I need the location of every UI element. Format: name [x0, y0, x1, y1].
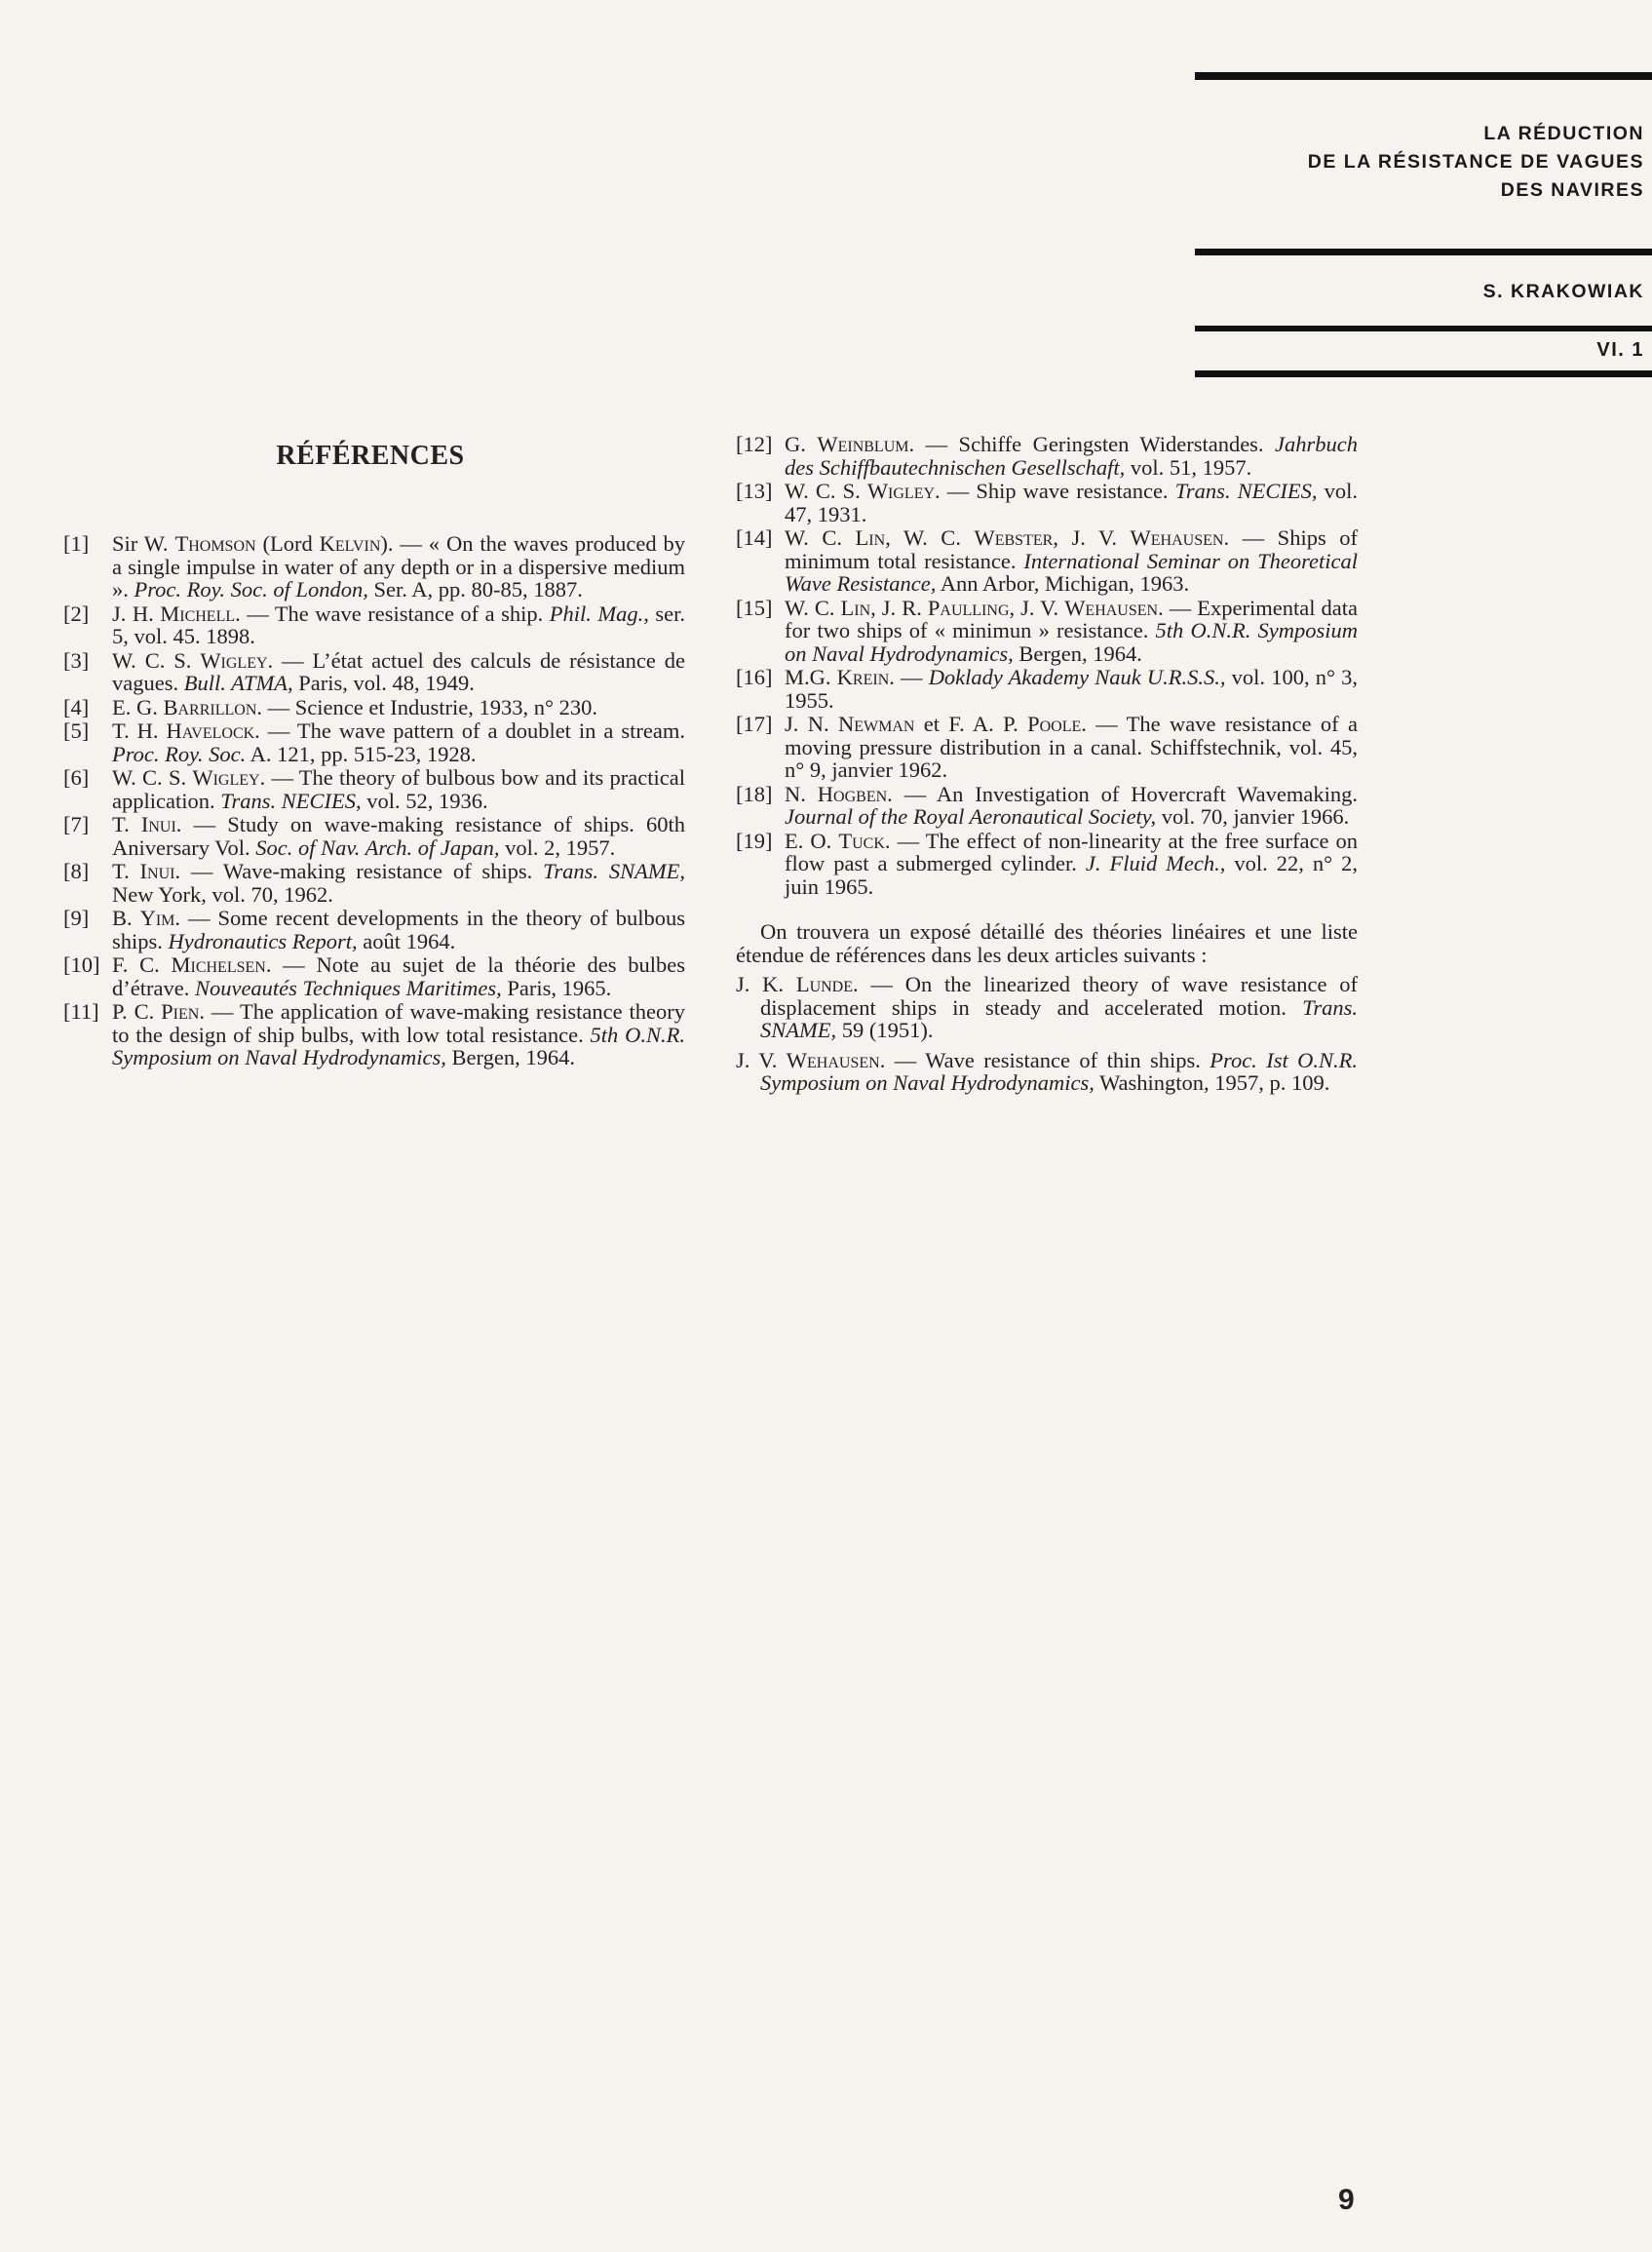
- author-name: Lunde: [795, 972, 854, 996]
- page-number: 9: [1338, 2184, 1355, 2216]
- reference-text: ser. 5, vol. 45. 1898.: [112, 601, 685, 648]
- reference-text: . — The effect of non-linearity at the free surface on flow past a submerged cylinder.: [785, 828, 1358, 875]
- reference-text: vol. 47, 1931.: [785, 479, 1358, 526]
- header-rule-2: [1195, 249, 1652, 255]
- publication-title: Journal of the Royal Aeronautical Society,: [785, 804, 1157, 829]
- reference-number: [8]: [63, 859, 90, 883]
- publication-title: Hydronautics Report,: [168, 928, 358, 953]
- reference-text: Ser. A, pp. 80-85, 1887.: [367, 577, 583, 602]
- publication-title: Bull. ATMA,: [183, 671, 293, 695]
- publication-title: Phil. Mag.,: [549, 601, 649, 626]
- reference-text: . — Study on wave-making resistance of ships. 60th Aniversary Vol.: [112, 812, 685, 860]
- reference-item: [736, 783, 1358, 829]
- reference-text: F. C.: [112, 952, 172, 977]
- reference-text: vol. 22, n° 2, juin 1965.: [785, 851, 1358, 899]
- reference-text: . — The theory of bulbous bow and its practical application.: [112, 765, 685, 813]
- publication-title: Soc. of Nav. Arch. of Japan,: [255, 835, 500, 860]
- publication-title: 5th O.N.R. Symposium on Naval Hydrodynamics,: [112, 1022, 685, 1069]
- reference-text: M.G.: [785, 665, 837, 689]
- author-name: Wehausen: [1130, 525, 1224, 550]
- publication-title: Trans. NECIES,: [220, 788, 362, 813]
- publication-title: Trans. SNAME,: [760, 994, 1358, 1042]
- author-name: Kelvin: [319, 531, 381, 556]
- reference-text: , J. V.: [1009, 595, 1065, 620]
- reference-number: [7]: [63, 812, 90, 836]
- author-name: Pien: [161, 999, 200, 1024]
- author-name: Thomson: [174, 531, 256, 556]
- extra-references-list: [736, 973, 1358, 1095]
- reference-number: [17]: [736, 712, 773, 736]
- reference-item: [63, 1000, 685, 1069]
- reference-text: août 1964.: [357, 928, 456, 953]
- author-name: Yim: [139, 906, 175, 930]
- reference-text: W. C. S.: [112, 647, 201, 673]
- publication-title: Proc. Roy. Soc.: [112, 741, 247, 766]
- article-author: S. KRAKOWIAK: [1482, 281, 1644, 302]
- author-name: Weinblum: [817, 432, 909, 456]
- reference-number: [3]: [63, 647, 90, 673]
- reference-number: [4]: [63, 694, 90, 719]
- author-name: Lin: [855, 525, 886, 550]
- reference-item: [736, 713, 1358, 782]
- reference-text: J. V.: [736, 1047, 787, 1072]
- author-name: Poole: [1027, 712, 1082, 736]
- reference-text: , W. C.: [885, 525, 975, 550]
- reference-number: [1]: [63, 531, 90, 556]
- article-title-line: LA RÉDUCTION: [1483, 123, 1644, 144]
- author-name: Michelsen: [171, 952, 266, 977]
- reference-text: A. 121, pp. 515-23, 1928.: [246, 741, 477, 766]
- reference-text: vol. 51, 1957.: [1125, 454, 1252, 480]
- reference-text: W. C.: [785, 595, 841, 620]
- reference-text: . — Experimental data for two ships of « minimun » resistance.: [785, 595, 1358, 642]
- author-name: Inui: [139, 859, 175, 883]
- author-name: Newman: [837, 712, 915, 736]
- reference-number: [18]: [736, 781, 773, 806]
- reference-text: . — On the linearized theory of wave resistance of displacement ships in steady and accelerated motion.: [760, 972, 1358, 1020]
- reference-text: W. C. S.: [785, 479, 867, 503]
- reference-item: [736, 597, 1358, 666]
- author-name: Tuck: [838, 828, 885, 853]
- extra-reference-item: [736, 973, 1358, 1042]
- reference-item: [736, 480, 1358, 525]
- section-number: VI. 1: [1596, 339, 1644, 361]
- reference-item: [63, 602, 685, 648]
- reference-text: W. C. S.: [112, 765, 193, 790]
- reference-text: B.: [112, 906, 140, 930]
- reference-text: . — The wave resistance of a moving pressure distribution in a canal. Schiffstechnik, vol. 45, n° 9, janvier 1962.: [785, 712, 1358, 782]
- reference-item: [736, 830, 1358, 899]
- reference-number: [11]: [63, 999, 99, 1024]
- publication-title: Jahrbuch des Schiffbautechnischen Gesellschaft,: [785, 432, 1359, 480]
- reference-text: ). — « On the waves produced by a single impulse in water of any depth or in a dispersive medium ».: [112, 531, 685, 602]
- reference-text: Bergen, 1964.: [445, 1045, 575, 1069]
- reference-item: [63, 860, 685, 906]
- reference-item: [736, 433, 1358, 479]
- author-name: Wigley: [866, 479, 936, 503]
- article-title-line: DES NAVIRES: [1500, 179, 1644, 201]
- reference-text: J. N.: [785, 712, 838, 736]
- reference-text: N.: [785, 781, 818, 806]
- reference-number: [13]: [736, 479, 773, 503]
- reference-text: , J. V.: [1053, 525, 1131, 550]
- reference-text: Paris, 1965.: [501, 975, 612, 1000]
- reference-text: Ann Arbor, Michigan, 1963.: [936, 571, 1190, 596]
- reference-number: [2]: [63, 601, 90, 626]
- reference-text: . — The wave resistance of a ship.: [235, 601, 550, 626]
- further-reading-note: On trouvera un exposé détaillé des théories linéaires et une liste étendue de références dans les deux articles suivants :: [736, 919, 1358, 967]
- publication-title: Trans. NECIES,: [1174, 479, 1318, 503]
- reference-text: Sir W.: [112, 531, 175, 556]
- reference-number: [19]: [736, 828, 773, 853]
- reference-text: et F. A. P.: [914, 712, 1028, 736]
- reference-text: New York, vol. 70, 1962.: [112, 881, 333, 907]
- publication-title: International Seminar on Theoretical Wave Resistance,: [785, 548, 1358, 596]
- reference-text: T.: [112, 812, 141, 836]
- publication-title: Doklady Akademy Nauk U.R.S.S.,: [928, 665, 1226, 689]
- reference-text: , J. R.: [870, 595, 928, 620]
- reference-item: [63, 953, 685, 999]
- reference-item: [63, 649, 685, 695]
- author-name: Wigley: [200, 647, 268, 673]
- author-name: Krein: [836, 665, 890, 689]
- reference-text: Paris, vol. 48, 1949.: [292, 671, 475, 695]
- reference-number: [15]: [736, 595, 773, 620]
- reference-text: . — Some recent developments in the theory of bulbous ships.: [112, 906, 685, 953]
- reference-text: . — Ship wave resistance.: [935, 479, 1175, 503]
- author-name: Lin: [840, 595, 871, 620]
- reference-number: [14]: [736, 525, 773, 550]
- reference-text: E. O.: [785, 828, 839, 853]
- references-list-right: [736, 433, 1358, 898]
- reference-text: Bergen, 1964.: [1013, 641, 1142, 666]
- publication-title: 5th O.N.R. Symposium on Naval Hydrodynamics,: [785, 618, 1358, 666]
- reference-text: . — Schiffe Geringsten Widerstandes.: [908, 432, 1276, 456]
- reference-text: P. C.: [112, 999, 162, 1024]
- author-name: Webster: [974, 525, 1054, 550]
- reference-text: . — L’état actuel des calculs de résistance de vagues.: [112, 647, 685, 695]
- references-column-right: [736, 433, 1358, 1095]
- reference-text: . — An Investigation of Hovercraft Wavemaking.: [887, 781, 1359, 806]
- reference-item: [63, 696, 685, 719]
- reference-text: . — Science et Industrie, 1933, n° 230.: [256, 694, 597, 719]
- publication-title: Trans. SNAME,: [543, 859, 685, 883]
- reference-item: [736, 666, 1358, 712]
- reference-text: . — Wave resistance of thin ships.: [879, 1047, 1210, 1072]
- publication-title: Proc. Ist O.N.R. Symposium on Naval Hydrodynamics,: [760, 1047, 1359, 1095]
- reference-text: T. H.: [112, 718, 167, 743]
- reference-item: [63, 766, 685, 812]
- reference-text: J. H.: [112, 601, 161, 626]
- reference-text: vol. 70, janvier 1966.: [1156, 804, 1350, 829]
- publication-title: J. Fluid Mech.,: [1085, 851, 1226, 875]
- author-name: Inui: [140, 812, 176, 836]
- references-column-left: [63, 532, 685, 1070]
- reference-number: [5]: [63, 718, 90, 743]
- reference-item: [63, 907, 685, 952]
- reference-item: [63, 532, 685, 602]
- reference-text: . —: [889, 665, 929, 689]
- reference-item: [63, 719, 685, 765]
- reference-number: [9]: [63, 906, 90, 930]
- reference-text: W. C.: [785, 525, 856, 550]
- author-name: Hogben: [817, 781, 888, 806]
- header-rule-3: [1195, 326, 1652, 331]
- reference-number: [16]: [736, 665, 773, 689]
- author-name: Michell: [160, 601, 236, 626]
- reference-number: [6]: [63, 765, 90, 790]
- author-name: Barrillon: [163, 694, 257, 719]
- reference-text: J. K.: [736, 972, 796, 996]
- author-name: Wehausen: [786, 1047, 880, 1072]
- extra-reference-item: [736, 1049, 1358, 1095]
- reference-text: . — The wave pattern of a doublet in a stream.: [254, 718, 685, 743]
- header-rule-1: [1195, 72, 1652, 80]
- reference-item: [63, 813, 685, 859]
- reference-text: . — Wave-making resistance of ships.: [174, 859, 544, 883]
- reference-text: E. G.: [112, 694, 164, 719]
- reference-text: vol. 2, 1957.: [499, 835, 616, 860]
- author-name: Paulling: [927, 595, 1010, 620]
- article-title: [1308, 120, 1644, 205]
- article-title-line: DE LA RÉSISTANCE DE VAGUES: [1307, 151, 1644, 173]
- reference-text: T.: [112, 859, 140, 883]
- reference-text: vol. 100, n° 3, 1955.: [785, 665, 1359, 713]
- reference-item: [736, 526, 1358, 596]
- reference-text: Washington, 1957, p. 109.: [1094, 1070, 1330, 1095]
- reference-text: . — Note au sujet de la théorie des bulbes d’étrave.: [112, 952, 685, 1000]
- publication-title: Proc. Roy. Soc. of London,: [134, 577, 368, 602]
- reference-text: G.: [785, 432, 818, 456]
- reference-text: 59 (1951).: [836, 1018, 934, 1042]
- author-name: Havelock: [166, 718, 255, 743]
- reference-number: [12]: [736, 432, 773, 456]
- references-heading: RÉFÉRENCES: [276, 441, 465, 471]
- reference-text: . — Ships of minimum total resistance.: [785, 525, 1358, 573]
- reference-number: [10]: [63, 952, 100, 977]
- reference-text: . — The application of wave-making resistance theory to the design of ship bulbs, with low total resistance.: [112, 999, 685, 1047]
- reference-text: (Lord: [255, 531, 320, 556]
- author-name: Wehausen: [1064, 595, 1159, 620]
- reference-text: vol. 52, 1936.: [361, 788, 488, 813]
- author-name: Wigley: [192, 765, 260, 790]
- publication-title: Nouveautés Techniques Maritimes,: [194, 975, 502, 1000]
- header-rule-4: [1195, 370, 1652, 377]
